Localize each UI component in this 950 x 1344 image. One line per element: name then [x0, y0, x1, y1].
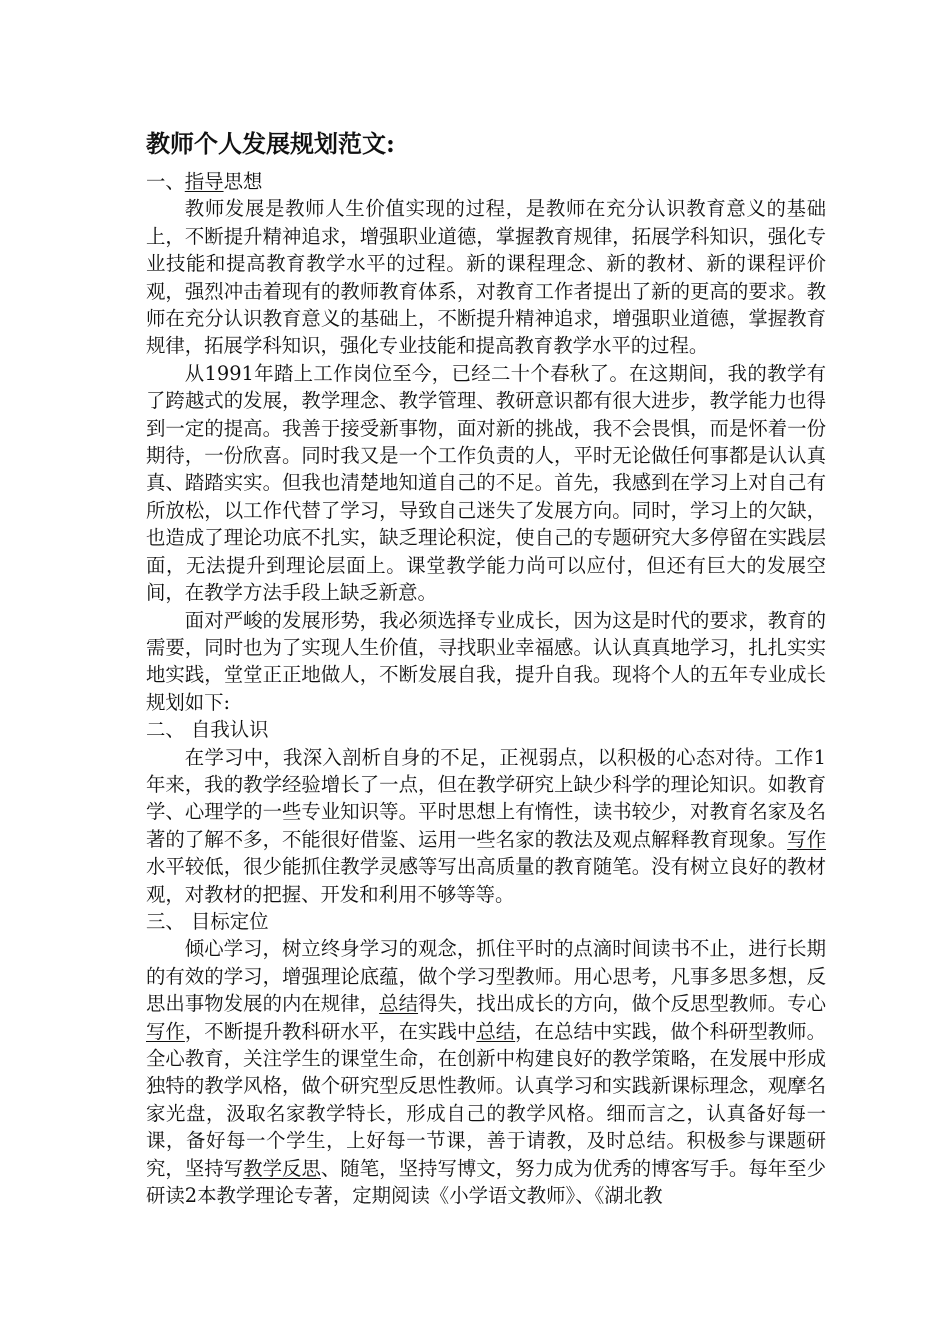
guide-link[interactable]: 指导 — [184, 170, 224, 193]
section-heading-guiding-thought — [146, 168, 826, 195]
paragraph-text: 在学习中，我深入剖析自身的不足，正视弱点，以积极的心态对待。工作1年来，我的教学经验增长了一点，但在教学研究上缺少科学的理论知识。如教育学、心理学的一些专业知识等。平时思想上有惰性，读书较少，对教育名家及名著的了解不多，不能很好借鉴、运用一些名家的教法及观点解释教育现象。 — [146, 745, 826, 851]
section-heading-self-awareness: 二、 自我认识 — [146, 718, 269, 742]
paragraph-text: 得失，找出成长的方向，做个反思型教师。专心 — [418, 992, 826, 1016]
heading-text: 思想 — [223, 170, 263, 193]
paragraph: 教师发展是教师人生价值实现的过程，是教师在充分认识教育意义的基础上，不断提升精神追求，增强职业道德，掌握教育规律，拓展学科知识，强化专业技能和提高教育教学水平的过程。新的课程理念、新的教材、新的课程评价观，强烈冲击着现有的教师教育体系，对教育工作者提出了新的更高的要求。教师在充分认识教育意义的基础上，不断提升精神追求，增强职业道德，掌握教育规律，拓展学科知识，强化专业技能和提高教育教学水平的过程。 — [146, 197, 826, 358]
paragraph: 面对严峻的发展形势，我必须选择专业成长，因为这是时代的要求，教育的需要，同时也为了实现人生价值，寻找职业幸福感。认认真真地学习，扎扎实实地实践，堂堂正正地做人，不断发展自我，提升自我。现将个人的五年专业成长规划如下: — [146, 608, 826, 714]
writing-link[interactable]: 写作 — [787, 827, 827, 851]
paragraph-text: ，不断提升教科研水平，在实践中 — [184, 1019, 477, 1043]
summary-link[interactable]: 总结 — [476, 1019, 516, 1043]
teaching-reflection-link[interactable]: 教学反思 — [243, 1156, 321, 1180]
document-page — [146, 128, 826, 1209]
paragraph — [146, 935, 826, 1209]
heading-number: 一、 — [146, 170, 185, 193]
summary-link[interactable]: 总结 — [379, 992, 419, 1016]
document-title: 教师个人发展规划范文: — [146, 129, 395, 158]
writing-link[interactable]: 写作 — [146, 1019, 185, 1043]
paragraph-text: 倾心学习，树立终身学习的观念，抓住平时的点滴时间读书不止，进行长期的有效的学习，增强理论底蕴，做个学习型教师。用心思考，凡事多思多想，反思出事物发展的内在规律， — [146, 937, 826, 1016]
paragraph-text: 、随笔，坚持写博文，努力成为优秀的博客写手。每年至少研读2本教学理论专著，定期阅读《小学语文教师》、《湖北教 — [146, 1156, 827, 1208]
paragraph-text: ，在总结中实践，做个科研型教师。全心教育，关注学生的课堂生命，在创新中构建良好的教学策略，在发展中形成独特的教学风格，做个研究型反思性教师。认真学习和实践新课标理念，观摩名家光盘，汲取名家教学特长，形成自己的教学风格。细而言之，认真备好每一课，备好每一个学生，上好每一节课，善于请教，及时总结。积极参与课题研究，坚持写 — [146, 1019, 827, 1180]
paragraph-text: 水平较低，很少能抓住教学灵感等写出高质量的教育随笔。没有树立良好的教材观，对教材的把握、开发和利用不够等等。 — [146, 855, 826, 906]
paragraph — [146, 744, 826, 908]
section-heading-goal-positioning: 三、 目标定位 — [146, 909, 269, 933]
paragraph: 从1991年踏上工作岗位至今，已经二十个春秋了。在这期间，我的教学有了跨越式的发展，教学理念、教学管理、教研意识都有很大进步，教学能力也得到一定的提高。我善于接受新事物，面对新的挑战，我不会畏惧，而是怀着一份期待，一份欣喜。同时我又是一个工作负责的人，平时无论做任何事都是认认真真、踏踏实实。但我也清楚地知道自己的不足。首先，我感到在学习上对自己有所放松，以工作代替了学习，导致自己迷失了发展方向。同时，学习上的欠缺，也造成了理论功底不扎实，缺乏理论积淀，使自己的专题研究大多停留在实践层面，无法提升到理论层面上。课堂教学能力尚可以应付，但还有巨大的发展空间，在教学方法手段上缺乏新意。 — [146, 361, 826, 605]
